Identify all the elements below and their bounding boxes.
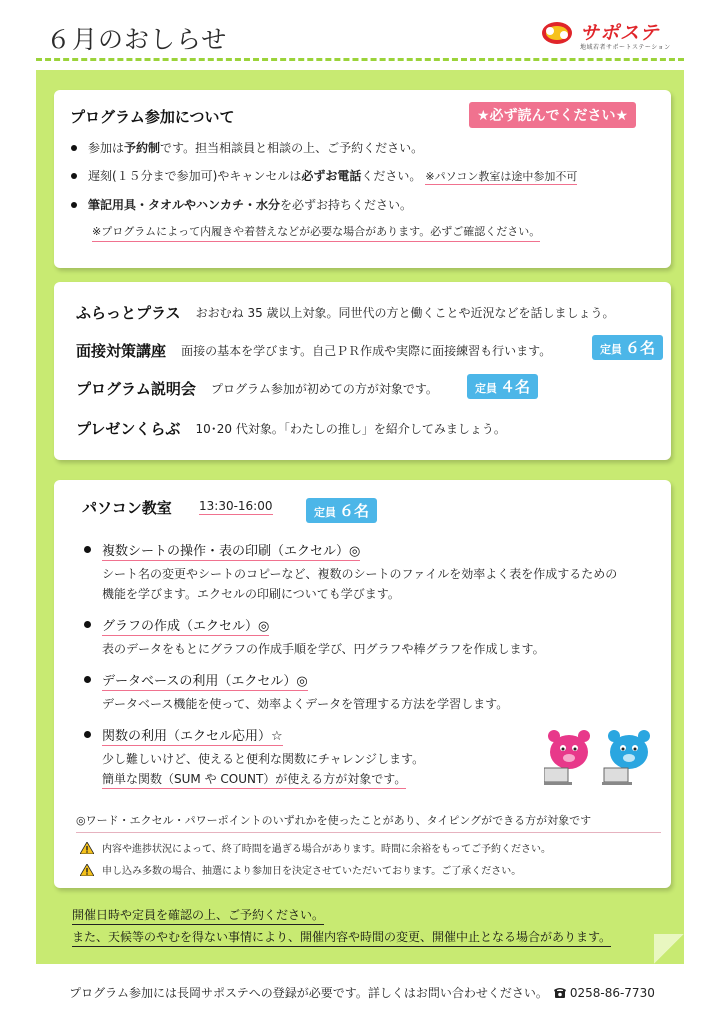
program-name: 面接対策講座: [76, 342, 167, 360]
phone-icon: [554, 987, 566, 998]
content-area: [36, 70, 684, 964]
capacity-badge: [467, 374, 538, 399]
notice-item: [68, 140, 658, 156]
warning-icon: [80, 864, 94, 876]
capacity-label: 定員: [600, 343, 622, 356]
program-name: プレゼンくらぶ: [76, 420, 181, 438]
notice-item-text: 遅刻(１５分まで参加可)やキャンセルは: [88, 169, 302, 183]
notice-item-bold: 必ずお電話: [301, 169, 362, 183]
pc-class-card: [54, 480, 671, 888]
course-desc: データベース機能を使って、効率よくデータを管理する方法を学習します。: [102, 697, 509, 711]
course-item: [82, 540, 662, 604]
logo-subtitle: 地域若者サポートステーション: [580, 44, 671, 51]
footer-phone: 0258-86-7730: [569, 986, 655, 1000]
capacity-number: ４名: [500, 378, 531, 396]
must-read-badge: ★必ず読んでください★: [469, 102, 636, 128]
notice-item-text: を必ずお持ちください。: [280, 198, 413, 212]
program-row: [76, 340, 551, 360]
capacity-number: ６名: [339, 502, 370, 520]
warning-row: [80, 840, 551, 855]
course-desc: 表のデータをもとにグラフの作成手順を学び、円グラフや棒グラフを作成します。: [102, 642, 545, 656]
notice-title: プログラム参加について: [70, 108, 235, 126]
course-title: 関数の利用（エクセル応用）☆: [102, 725, 283, 746]
footer-text: プログラム参加には長岡サポステへの登録が必要です。詳しくはお問い合わせください。: [69, 986, 548, 1000]
course-item: [82, 670, 662, 714]
program-desc: おおむね 35 歳以上対象。同世代の方と働くことや近況などを話しましょう。: [195, 306, 615, 320]
notice-item: [68, 197, 658, 213]
capacity-label: 定員: [475, 382, 497, 395]
course-item: [82, 615, 662, 659]
footer: [0, 984, 724, 1001]
header: [0, 0, 724, 62]
notice-item-text: ください。: [361, 169, 422, 183]
pc-class-time: 13:30-16:00: [199, 499, 273, 513]
warning-text: 内容や進捗状況によって、終了時間を過ぎる場合があります。時間に余裕をもってご予約ください。: [102, 844, 551, 855]
programs-card: [54, 282, 671, 460]
course-desc: シート名の変更やシートのコピーなど、複数のシートのファイルを効率よく表を作成するための: [102, 567, 618, 581]
warning-icon: [80, 842, 94, 854]
program-desc: プログラム参加が初めての方が対象です。: [210, 382, 438, 396]
notice-list: [68, 140, 658, 225]
warning-row: [80, 862, 521, 877]
course-title: グラフの作成（エクセル）◎: [102, 615, 269, 636]
bottom-note: 開催日時や定員を確認の上、ご予約ください。: [72, 906, 324, 925]
logo-name: サポステ: [580, 22, 660, 44]
program-row: [76, 418, 506, 438]
program-row: [76, 378, 438, 398]
capacity-badge: [306, 498, 377, 523]
bears-illustration: [544, 728, 660, 788]
page-title: ６月のおしらせ: [46, 25, 228, 54]
course-desc: 機能を学びます。エクセルの印刷についても学びます。: [102, 587, 400, 601]
logo: [540, 16, 690, 52]
program-name: プログラム説明会: [76, 380, 196, 398]
course-desc: 少し難しいけど、使えると便利な関数にチャレンジします。: [102, 752, 425, 766]
pc-class-condition: ◎ワード・エクセル・パワーポイントのいずれかを使ったことがあり、タイピングができる方が対象です: [76, 812, 661, 833]
course-desc: 簡単な関数（SUM や COUNT）が使える方が対象です。: [102, 770, 406, 789]
notice-item-text: 参加は: [88, 141, 125, 155]
notice-footnote: ※プログラムによって内履きや着替えなどが必要な場合があります。必ずご確認ください。: [92, 223, 540, 242]
pc-class-title: パソコン教室: [82, 499, 172, 517]
title-divider: [36, 58, 684, 61]
notice-item: [68, 168, 658, 185]
notice-card: [54, 90, 671, 268]
program-name: ふらっとプラス: [76, 304, 181, 322]
capacity-number: ６名: [625, 339, 656, 357]
course-title: データベースの利用（エクセル）◎: [102, 670, 308, 691]
notice-item-text: です。担当相談員と相談の上、ご予約ください。: [160, 141, 424, 155]
program-row: [76, 302, 615, 322]
notice-item-note: ※パソコン教室は途中参加不可: [425, 170, 578, 183]
program-desc: 10･20 代対象。「わたしの推し」を紹介してみましょう。: [195, 422, 506, 436]
capacity-label: 定員: [314, 506, 336, 519]
capacity-badge: [592, 335, 663, 360]
bottom-note: また、天候等のやむを得ない事情により、開催内容や時間の変更、開催中止となる場合があります。: [72, 928, 611, 947]
program-desc: 面接の基本を学びます。自己ＰＲ作成や実際に面接練習も行います。: [181, 344, 552, 358]
notice-item-bold: 予約制: [124, 141, 161, 155]
page-fold: [654, 934, 684, 964]
course-title: 複数シートの操作・表の印刷（エクセル）◎: [102, 540, 360, 561]
notice-item-bold: 筆記用具・タオルやハンカチ・水分: [88, 198, 281, 212]
warning-text: 申し込み多数の場合、抽選により参加日を決定させていただいております。ご了承ください。: [102, 866, 522, 877]
logo-mark-icon: [540, 18, 574, 48]
